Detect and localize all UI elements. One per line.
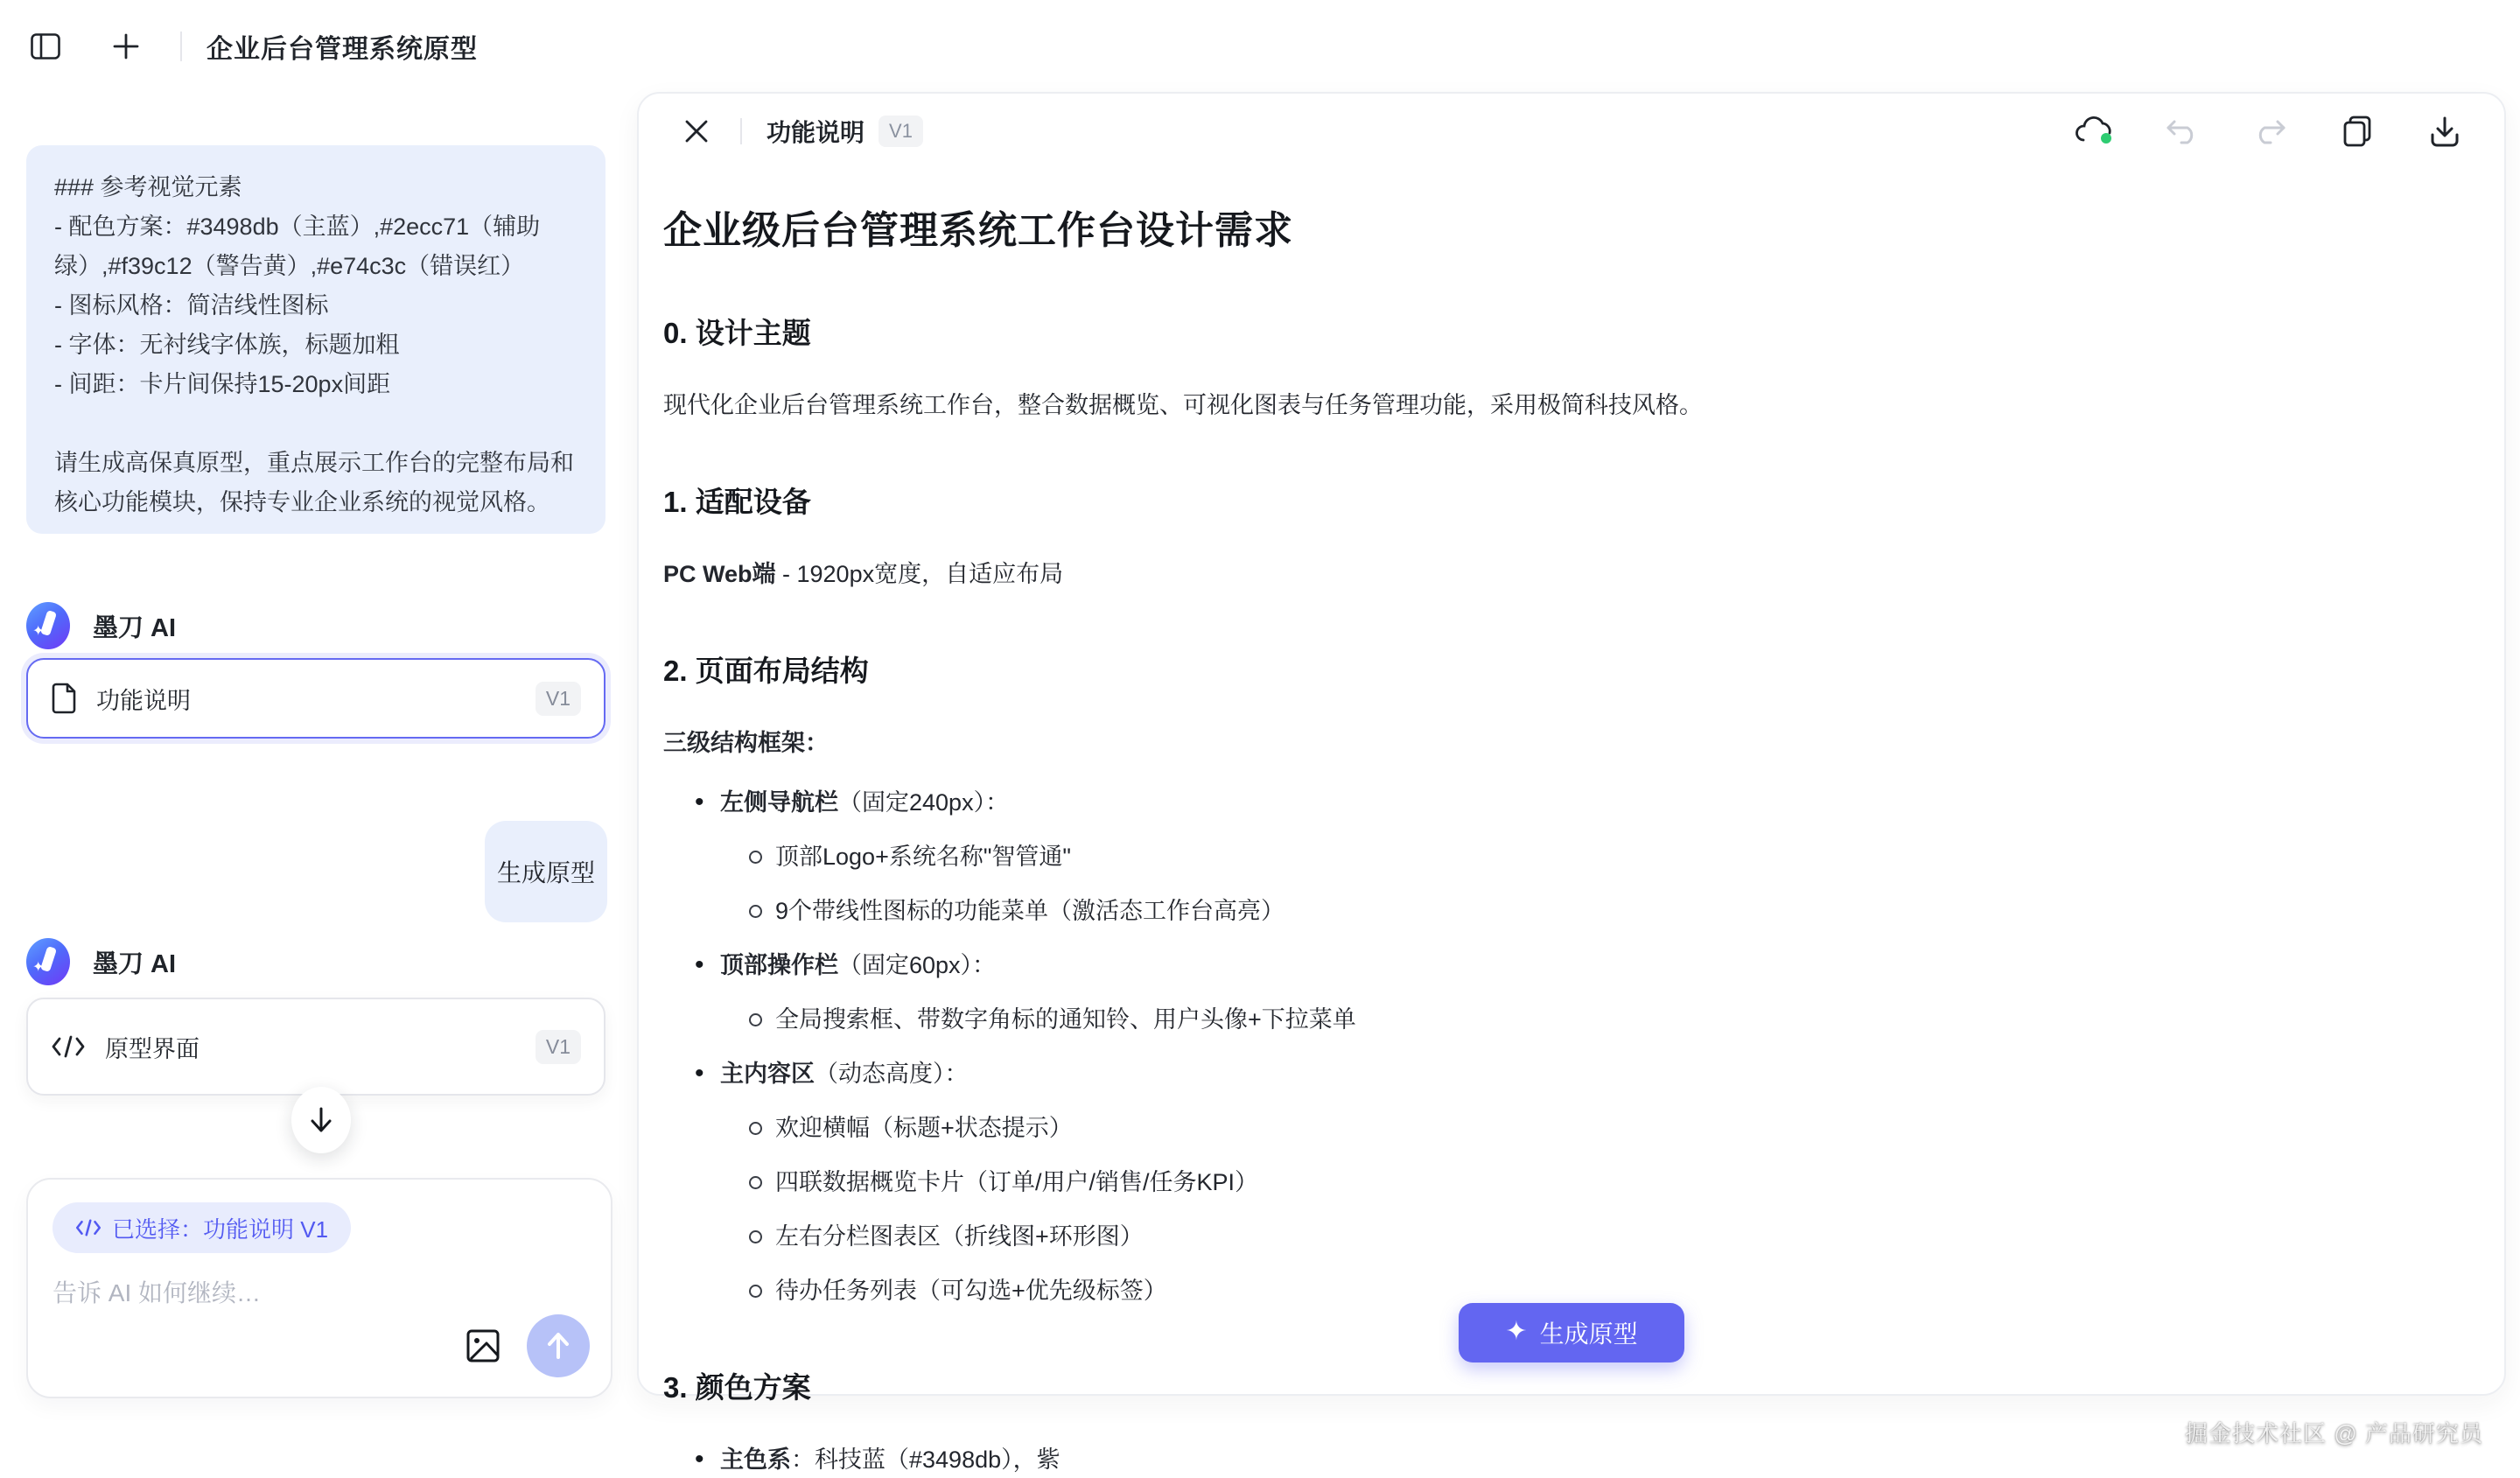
doc-li1: • 左侧导航栏（固定240px）： xyxy=(663,784,1713,821)
doc-li1: • 主色系：科技蓝（#3498db），紫 xyxy=(663,1441,1713,1478)
copy-icon xyxy=(2342,115,2372,148)
doc-li2: 全局搜索框、带数字角标的通知铃、用户头像+下拉菜单 xyxy=(663,1001,1713,1038)
doc-li2: 左右分栏图表区（折线图+环形图） xyxy=(663,1218,1713,1255)
doc-li2: 欢迎横幅（标题+状态提示） xyxy=(663,1110,1713,1146)
cloud-sync-button[interactable] xyxy=(2074,110,2116,152)
doc-p: PC Web端 - 1920px宽度，自适应布局 xyxy=(663,561,1064,587)
doc-p: 三级结构框架： xyxy=(663,730,829,756)
panel-header xyxy=(639,94,2504,169)
doc-li2: 9个带线性图标的功能菜单（激活态工作台高亮） xyxy=(663,893,1713,929)
selected-file-chip[interactable] xyxy=(52,1202,351,1253)
panel-title: 功能说明 xyxy=(766,119,865,146)
user-prompt-message xyxy=(26,145,606,534)
sparkle-icon: ✦ xyxy=(1505,1317,1528,1346)
version-badge: V1 xyxy=(536,1030,581,1064)
file-card-label: 原型界面 xyxy=(105,1035,200,1062)
send-button[interactable] xyxy=(527,1314,590,1377)
prompt-paragraph: - 图标风格：简洁线性图标 xyxy=(54,292,329,319)
redo-button[interactable] xyxy=(2249,110,2291,152)
ai-message-header-1 xyxy=(26,602,176,649)
close-icon xyxy=(685,120,708,143)
document-icon xyxy=(51,683,77,714)
ai-name-label: 墨刀 AI xyxy=(93,949,177,978)
prompt-paragraph: - 配色方案：#3498db（主蓝）,#2ecc71（辅助绿）,#f39c12（警告黄）,#e74c3c（错误红） xyxy=(54,214,541,279)
top-bar xyxy=(0,0,2520,92)
file-card-doc[interactable] xyxy=(26,658,606,739)
prompt-paragraph: 请生成高保真原型，重点展示工作台的完整布局和核心功能模块，保持专业企业系统的视觉风格。 xyxy=(54,450,574,515)
prompt-paragraph: - 字体：无衬线字体族，标题加粗 xyxy=(54,332,400,358)
prompt-paragraph: ### 参考视觉元素 xyxy=(54,174,242,200)
modao-ai-avatar: ✦ xyxy=(26,602,70,649)
doc-h2: 2. 页面布局结构 xyxy=(663,655,869,687)
prompt-paragraph: - 间距：卡片间保持15-20px间距 xyxy=(54,371,391,397)
doc-li1: • 顶部操作栏（固定60px）： xyxy=(663,947,1713,984)
arrow-down-icon xyxy=(310,1107,332,1133)
redo-icon xyxy=(2253,118,2286,144)
version-badge: V1 xyxy=(536,682,581,716)
file-card-label: 功能说明 xyxy=(96,687,191,714)
download-button[interactable] xyxy=(2424,110,2466,152)
attach-image-button[interactable] xyxy=(462,1325,504,1367)
header-divider xyxy=(740,118,742,144)
new-project-button[interactable] xyxy=(103,24,149,69)
panel-version-badge: V1 xyxy=(878,116,923,147)
chat-input-box[interactable] xyxy=(26,1178,612,1398)
undo-icon xyxy=(2166,118,2199,144)
close-panel-button[interactable] xyxy=(677,112,716,151)
generate-prototype-button[interactable] xyxy=(1459,1303,1684,1362)
copy-button[interactable] xyxy=(2336,110,2378,152)
scroll-to-bottom-button[interactable] xyxy=(291,1087,351,1153)
download-icon xyxy=(2429,116,2460,147)
selected-file-chip-label: 已选择：功能说明 V1 xyxy=(112,1215,329,1243)
file-card-prototype[interactable] xyxy=(26,998,606,1096)
topbar-divider xyxy=(180,32,182,61)
doc-li2: 顶部Logo+系统名称"智管通" xyxy=(663,838,1713,875)
user-message-bubble: 生成原型 xyxy=(485,821,607,922)
arrow-up-icon xyxy=(546,1332,570,1360)
code-icon xyxy=(75,1217,102,1238)
sync-status-dot xyxy=(2101,133,2111,144)
doc-h2: 1. 适配设备 xyxy=(663,486,811,518)
generate-button-label: 生成原型 xyxy=(1539,1320,1638,1348)
doc-h1: 企业级后台管理系统工作台设计需求 xyxy=(663,209,1293,252)
doc-p: 现代化企业后台管理系统工作台，整合数据概览、可视化图表与任务管理功能，采用极简科技风格。 xyxy=(663,392,1703,418)
watermark: 掘金技术社区 @ 产品研究员 xyxy=(2185,1420,2483,1446)
sidebar-toggle-icon[interactable] xyxy=(23,24,68,69)
cloud-synced-icon xyxy=(2075,116,2115,147)
ai-message-header-2 xyxy=(26,938,176,985)
doc-li2: 四联数据概览卡片（订单/用户/销售/任务KPI） xyxy=(663,1164,1713,1201)
doc-li2: 待办任务列表（可勾选+优先级标签） xyxy=(663,1272,1713,1309)
undo-button[interactable] xyxy=(2161,110,2203,152)
doc-h2: 3. 颜色方案 xyxy=(663,1371,811,1404)
modao-ai-avatar: ✦ xyxy=(26,938,70,985)
code-icon xyxy=(51,1033,86,1060)
project-title: 企业后台管理系统原型 xyxy=(206,34,478,64)
image-icon xyxy=(465,1327,501,1364)
chat-input-placeholder: 告诉 AI 如何继续… xyxy=(52,1279,262,1306)
doc-h2: 0. 设计主题 xyxy=(663,317,811,349)
doc-li1: • 主内容区（动态高度）： xyxy=(663,1055,1713,1092)
ai-name-label: 墨刀 AI xyxy=(93,613,177,642)
